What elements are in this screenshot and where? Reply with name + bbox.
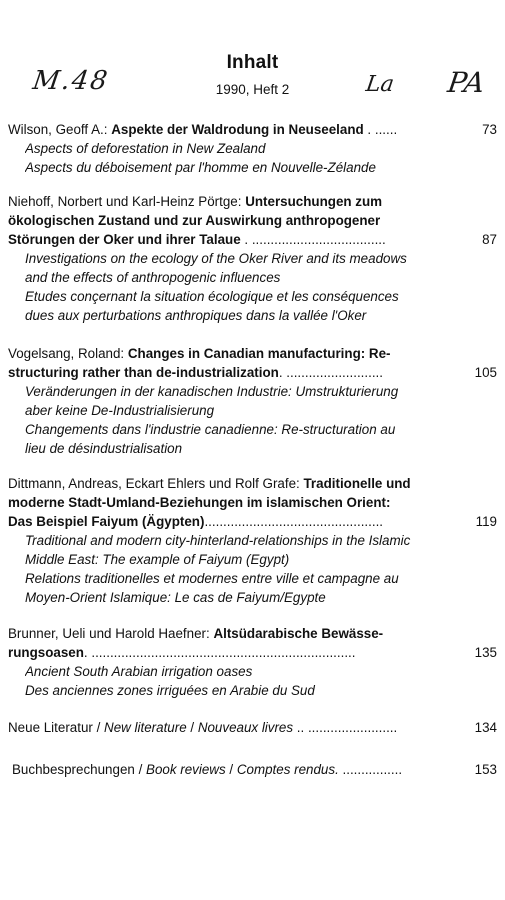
entry-authors: Niehoff, Norbert und Karl-Heinz Pörtge: <box>8 194 246 209</box>
entry-title: Das Beispiel Faiyum (Ägypten) <box>8 514 205 529</box>
entry-title: Altsüdarabische Bewässe- <box>213 626 384 641</box>
entry-page-number: 105 <box>474 365 497 380</box>
section-separator: / <box>225 762 237 777</box>
entry-authors: Brunner, Ueli und Harold Haefner: <box>8 626 214 641</box>
translation-line: Veränderungen in der kanadischen Industrie: Umstrukturierung <box>25 384 399 399</box>
translation-line: Traditional and modern city-hinterland-relationships in the Islamic <box>25 533 411 548</box>
entry-page-number: 73 <box>482 122 497 137</box>
section-label-de: Buchbesprechungen / <box>12 762 147 777</box>
translation-line: Des anciennes zones irriguées en Arabie du Sud <box>25 683 315 698</box>
entry-title: structuring rather than de-industrialization <box>8 365 279 380</box>
translation-line: Aspects of deforestation in New Zealand <box>25 141 266 156</box>
entry-authors: Vogelsang, Roland: <box>8 346 128 361</box>
section-separator: / <box>186 720 198 735</box>
dot-leader: . .................................... <box>240 232 386 247</box>
entry-line <box>8 344 445 364</box>
translation-line: Relations traditionelles et modernes entre ville et campagne au <box>25 571 399 586</box>
page-title: Inhalt <box>226 52 279 73</box>
handwritten-note-left: M.48 <box>30 66 112 96</box>
translation-line: Investigations on the ecology of the Oker River and its meadows <box>25 251 407 266</box>
handwritten-note-right: PA <box>445 66 487 99</box>
issue-subtitle: 1990, Heft 2 <box>215 82 290 97</box>
section-line <box>8 718 445 738</box>
entry-line <box>8 230 445 250</box>
translation-line: Middle East: The example of Faiyum (Egypt) <box>25 552 290 567</box>
section-page-number: 153 <box>474 762 497 777</box>
entry-page-number: 135 <box>474 645 497 660</box>
dot-leader: . .......................... <box>278 365 383 380</box>
section-label-en: New literature <box>104 720 187 735</box>
translation-line: Ancient South Arabian irrigation oases <box>25 664 253 679</box>
entry-title-continued: moderne Stadt-Umland-Beziehungen im islamischen Orient: <box>8 495 391 510</box>
section-label-fr: Comptes rendus. <box>236 762 339 777</box>
translation-line: dues aux perturbations anthropiques dans la vallée l'Oker <box>25 308 367 323</box>
entry-line <box>8 120 445 140</box>
entry-title: rungsoasen <box>8 645 84 660</box>
entry-authors: Dittmann, Andreas, Eckart Ehlers und Rolf Grafe: <box>8 476 304 491</box>
entry-title: Traditionelle und <box>303 476 411 491</box>
translation-line: and the effects of anthropogenic influences <box>25 270 281 285</box>
translation-line: Moyen-Orient Islamique: Le cas de Faiyum/Egypte <box>25 590 326 605</box>
handwritten-note-middle: La <box>364 72 396 97</box>
section-page-number: 134 <box>474 720 497 735</box>
entry-title: Störungen der Oker und ihrer Talaue <box>8 232 241 247</box>
section-label-en: Book reviews <box>146 762 226 777</box>
dot-leader: . ...... <box>363 122 398 137</box>
translation-line: Changements dans l'industrie canadienne: Re-structuration au <box>25 422 396 437</box>
entry-line <box>8 363 445 383</box>
section-label-de: Neue Literatur / <box>8 720 105 735</box>
entry-title: Untersuchungen zum <box>245 194 383 209</box>
translation-line: lieu de désindustrialisation <box>25 441 183 456</box>
entry-authors: Wilson, Geoff A.: <box>8 122 112 137</box>
translation-line: Etudes conçernant la situation écologique et les conséquences <box>25 289 399 304</box>
entry-line <box>8 192 445 212</box>
entry-line <box>8 624 445 644</box>
translation-line: aber keine De-Industrialisierung <box>25 403 215 418</box>
section-line <box>12 760 449 780</box>
dot-leader: . ....................................................................... <box>83 645 356 660</box>
entry-title: Changes in Canadian manufacturing: Re- <box>127 346 391 361</box>
entry-line <box>8 474 445 494</box>
entry-page-number: 119 <box>475 514 497 529</box>
translation-line: Aspects du déboisement par l'homme en Nouvelle-Zélande <box>25 160 376 175</box>
entry-title: Aspekte der Waldrodung in Neuseeland <box>111 122 364 137</box>
dot-leader: ................................................ <box>204 514 384 529</box>
entry-page-number: 87 <box>482 232 497 247</box>
entry-title-continued: ökologischen Zustand und zur Auswirkung anthropogener <box>8 213 381 228</box>
dot-leader: .. ........................ <box>293 720 398 735</box>
entry-line <box>8 643 445 663</box>
dot-leader: ................ <box>338 762 403 777</box>
entry-line <box>8 512 445 532</box>
section-label-fr: Nouveaux livres <box>197 720 294 735</box>
